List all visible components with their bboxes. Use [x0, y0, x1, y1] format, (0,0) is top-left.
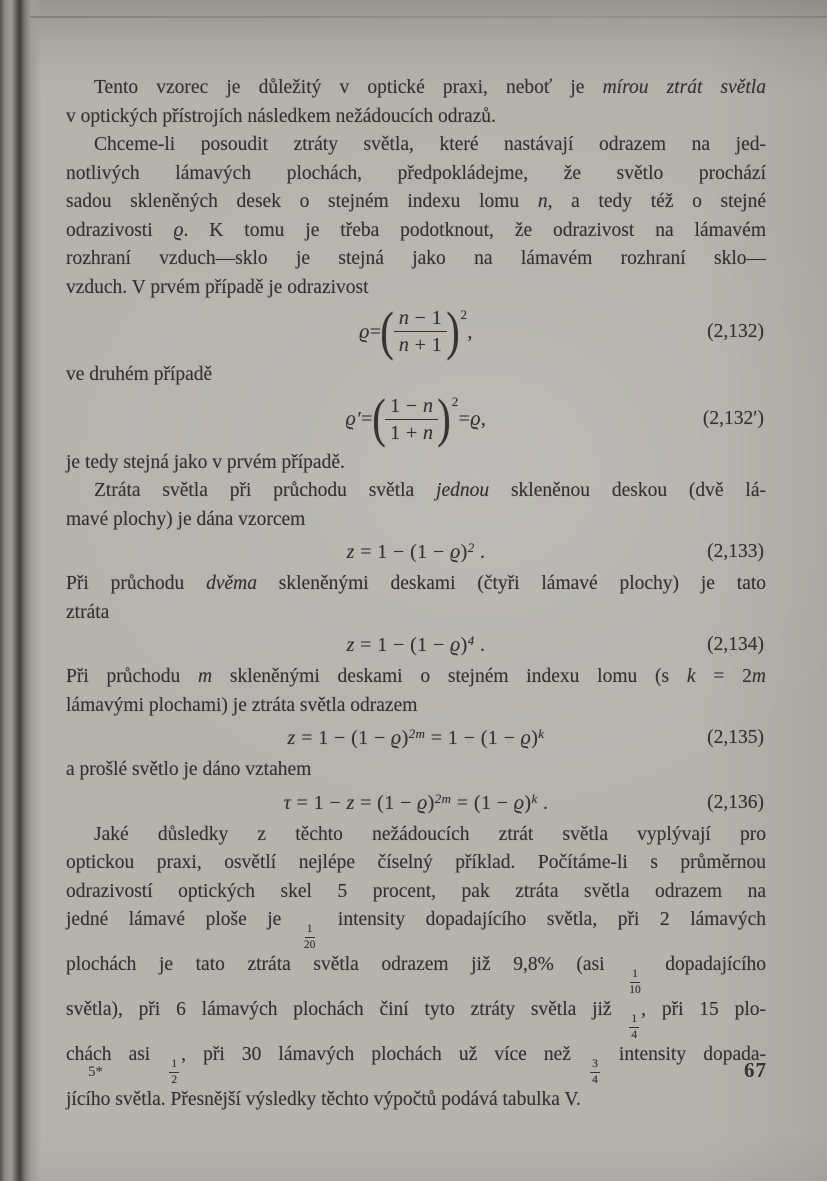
text-line	[66, 821, 766, 850]
text-line	[66, 188, 766, 217]
text-segment: skleněnou deskou (dvě lá-	[489, 480, 766, 501]
text-segment: = 1 − (1 −	[354, 541, 451, 563]
text-line	[66, 1086, 766, 1115]
text-segment: jedné lámavé ploše je	[66, 909, 302, 930]
text-line	[66, 996, 766, 1041]
paragraph	[66, 663, 766, 720]
text-segment: .	[474, 634, 486, 656]
equation	[66, 388, 766, 449]
superscript-exponent: 2	[451, 394, 459, 409]
text-segment: rozhraní vzduch—sklo je stejná jako na lámavém rozhraní sklo—	[66, 248, 766, 269]
italic-text-segment: z	[346, 634, 355, 656]
paragraph	[66, 477, 766, 534]
italic-text-segment: m	[197, 666, 213, 687]
text-segment: a prošlé světlo je dáno vztahem	[66, 759, 312, 780]
text-segment: intensity dopada-	[601, 1044, 766, 1065]
paragraph	[66, 361, 766, 390]
fraction-denominator: 10	[629, 983, 641, 996]
text-segment: odrazivostí optických skel 5 procent, pak ztráta světla odrazem na	[66, 880, 766, 902]
text-segment: − 1	[409, 307, 443, 329]
italic-text-segment: n	[422, 421, 434, 444]
text-segment: )	[531, 727, 539, 749]
equation-body	[347, 538, 486, 566]
equation-number: (2,132)	[707, 320, 764, 342]
text-segment: světla), při 6 lámavých plochách činí tyto ztráty světla již	[66, 999, 628, 1020]
text-line	[66, 878, 766, 907]
text-segment: =	[369, 320, 382, 343]
text-segment: skleněnými deskami (čtyři lámavé plochy) je tato	[256, 573, 767, 594]
text-line	[66, 103, 766, 132]
text-segment: = 1 − (1 −	[354, 634, 451, 656]
page-number: 67	[744, 1058, 767, 1082]
left-parenthesis: (	[371, 388, 386, 449]
superscript-exponent: 2	[467, 540, 475, 555]
equation-body	[345, 388, 487, 449]
inline-fraction	[169, 1059, 179, 1086]
text-segment: =	[458, 408, 471, 430]
text-line	[66, 74, 766, 103]
text-segment: ve druhém případě	[66, 364, 213, 385]
italic-text-segment: τ	[283, 791, 292, 814]
italic-text-segment: n	[537, 191, 548, 212]
italic-text-segment: k	[686, 666, 696, 687]
fraction-denominator	[394, 332, 447, 356]
text-segment: )	[460, 634, 468, 656]
text-segment: ,	[467, 320, 473, 343]
italic-text-segment: ϱ′	[345, 408, 361, 430]
italic-text-segment: ϱ	[520, 727, 532, 749]
signature-mark: 5*	[88, 1064, 103, 1080]
fraction-denominator: 20	[303, 938, 316, 951]
text-segment: =	[361, 408, 373, 430]
paragraph	[66, 570, 766, 627]
book-binding-edge	[0, 0, 42, 1181]
text-segment: plochách je tato ztráta světla odrazem již 9,8% (asi	[66, 954, 628, 975]
text-segment: = (1 −	[354, 791, 418, 814]
italic-text-segment: ϱ	[391, 727, 402, 749]
text-segment: )	[524, 791, 532, 814]
text-segment: )	[427, 791, 435, 814]
superscript-exponent: 2m	[434, 790, 452, 806]
text-line	[66, 663, 766, 692]
equation-number: (2,136)	[707, 791, 764, 813]
equation	[66, 538, 766, 566]
superscript-exponent: 2	[460, 306, 468, 322]
text-segment: notlivých lámavých plochách, předpokládejme, že světlo prochází	[66, 162, 766, 184]
text-segment: dopadajícího	[642, 954, 766, 975]
equation-body	[288, 724, 545, 752]
text-line	[66, 506, 766, 535]
inline-fraction	[304, 924, 316, 951]
text-line	[66, 477, 766, 506]
text-line	[66, 692, 766, 721]
inline-fraction	[629, 1014, 639, 1041]
italic-text-segment: ϱ	[450, 634, 461, 656]
superscript-exponent: 4	[467, 633, 475, 648]
left-parenthesis: (	[380, 300, 395, 361]
text-segment: vzduch. V prvém případě je odrazivost	[66, 276, 369, 298]
italic-text-segment: dvěma	[206, 573, 257, 594]
italic-text-segment: ϱ	[417, 791, 428, 814]
paragraph	[66, 449, 766, 478]
text-line	[66, 906, 766, 951]
text-line	[66, 245, 766, 274]
text-line	[66, 756, 766, 785]
equation	[66, 789, 766, 817]
text-segment: sadou skleněných desek o stejném indexu lomu	[66, 191, 538, 212]
text-segment: Jaké důsledky z těchto nežádoucích ztrát světla vyplývají pro	[94, 823, 766, 845]
fraction-denominator: 2	[171, 1073, 178, 1086]
italic-text-segment: m	[751, 666, 766, 687]
fraction-numerator: 1	[305, 924, 315, 938]
text-segment: + 1	[409, 334, 443, 356]
equation-body	[359, 300, 473, 361]
text-segment: Chceme-li posoudit ztráty světla, které nastávají odrazem na jed-	[94, 134, 766, 155]
text-segment: , při 15 plo-	[641, 999, 767, 1020]
equation	[66, 724, 766, 752]
text-segment: chách asi	[66, 1044, 168, 1065]
italic-text-segment: ϱ	[470, 408, 481, 430]
italic-text-segment: n	[398, 334, 410, 356]
text-line	[66, 160, 766, 189]
text-line	[66, 361, 766, 390]
text-segment: mavé plochy) je dána vzorcem	[66, 508, 306, 530]
text-segment: jícího světla. Přesnější výsledky těchto výpočtů podává tabulka V.	[66, 1089, 581, 1110]
inline-fraction	[590, 1059, 600, 1086]
paragraph	[66, 131, 766, 302]
fraction-denominator	[385, 420, 438, 444]
italic-text-segment: ϱ	[359, 320, 370, 343]
fraction-denominator: 4	[592, 1073, 598, 1086]
superscript-exponent: k	[531, 790, 538, 806]
text-segment: . K tomu je třeba podotknout, že odrazivost na lámavém	[183, 219, 766, 241]
italic-text-segment: ϱ	[450, 541, 461, 563]
superscript-exponent: 2m	[408, 726, 426, 741]
text-segment: = 1 −	[291, 791, 347, 814]
text-segment: intensity dopadajícího světla, při 2 lámavých	[317, 909, 766, 930]
equation-number: (2,132′)	[702, 408, 764, 429]
text-segment: , a tedy též o stejné	[547, 191, 766, 212]
right-parenthesis: )	[437, 388, 452, 449]
equation-body	[284, 789, 549, 817]
text-segment: = 1 − (1 −	[295, 727, 392, 749]
text-segment: 1 −	[390, 394, 423, 417]
text-line	[66, 274, 766, 303]
text-segment: Tento vzorec je důležitý v optické praxi, neboť je	[94, 77, 603, 98]
italic-text-segment: z	[346, 791, 355, 814]
text-segment: Při průchodu	[66, 666, 198, 687]
italic-text-segment: ϱ	[173, 219, 184, 241]
equation	[66, 300, 766, 361]
text-segment: )	[401, 727, 409, 749]
fraction-numerator: 1	[629, 1014, 639, 1028]
text-segment: skleněnými deskami o stejném indexu lomu (s	[212, 666, 687, 687]
superscript-exponent: k	[538, 726, 545, 741]
text-segment: 1 +	[390, 421, 423, 444]
text-line	[66, 849, 766, 878]
italic-text-segment: n	[398, 307, 410, 329]
text-line	[66, 449, 766, 478]
text-segment: ztráta	[66, 601, 110, 623]
italic-text-segment: z	[287, 727, 296, 749]
page-text-block	[66, 74, 766, 1115]
italic-text-segment: jednou	[436, 480, 490, 501]
italic-text-segment: n	[422, 394, 434, 417]
text-segment: ,	[480, 408, 487, 430]
text-segment: odrazivosti	[66, 219, 174, 241]
text-line	[66, 570, 766, 599]
equation	[66, 631, 766, 659]
inline-fraction	[629, 969, 641, 996]
text-line	[66, 599, 766, 628]
equation-number: (2,134)	[707, 634, 764, 655]
text-segment: = 1 − (1 −	[425, 727, 521, 749]
equation-number: (2,133)	[707, 541, 764, 562]
text-segment: , při 30 lámavých plochách už více než	[181, 1044, 589, 1065]
paper-crease	[30, 16, 827, 18]
fraction-numerator: 1	[169, 1059, 179, 1073]
text-segment: = 2	[695, 666, 752, 687]
italic-text-segment: mírou ztrát světla	[602, 77, 766, 98]
text-segment: je tedy stejná jako v prvém případě.	[66, 451, 345, 473]
fraction-numerator	[385, 395, 438, 420]
fraction-numerator: 1	[630, 969, 640, 983]
text-segment: .	[537, 791, 549, 814]
equation-number: (2,135)	[707, 727, 764, 748]
text-segment: = (1 −	[451, 791, 514, 814]
fraction-numerator: 3	[590, 1059, 600, 1073]
italic-text-segment: ϱ	[513, 791, 525, 814]
text-segment: Při průchodu	[66, 573, 207, 594]
fraction-numerator	[394, 307, 447, 332]
text-segment: Ztráta světla při průchodu světla	[94, 480, 437, 501]
text-segment: .	[474, 541, 486, 563]
italic-text-segment: z	[346, 541, 355, 563]
paragraph	[66, 756, 766, 785]
text-line	[66, 217, 766, 246]
text-line	[66, 1041, 766, 1086]
equation-body	[347, 631, 486, 659]
paragraph	[66, 74, 766, 131]
display-fraction	[385, 395, 438, 444]
text-line	[66, 131, 766, 160]
paragraph	[66, 821, 766, 1115]
right-parenthesis: )	[446, 300, 461, 361]
text-segment: optickou praxi, osvětlí nejlépe číselný příklad. Počítáme-li s průměrnou	[66, 852, 766, 873]
fraction-denominator: 4	[631, 1028, 638, 1041]
text-segment: )	[460, 541, 468, 563]
text-line	[66, 951, 766, 996]
text-segment: lámavými plochami) je ztráta světla odrazem	[66, 694, 418, 716]
display-fraction	[394, 307, 447, 356]
text-segment: v optických přístrojích následkem nežádoucích odrazů.	[66, 105, 496, 127]
